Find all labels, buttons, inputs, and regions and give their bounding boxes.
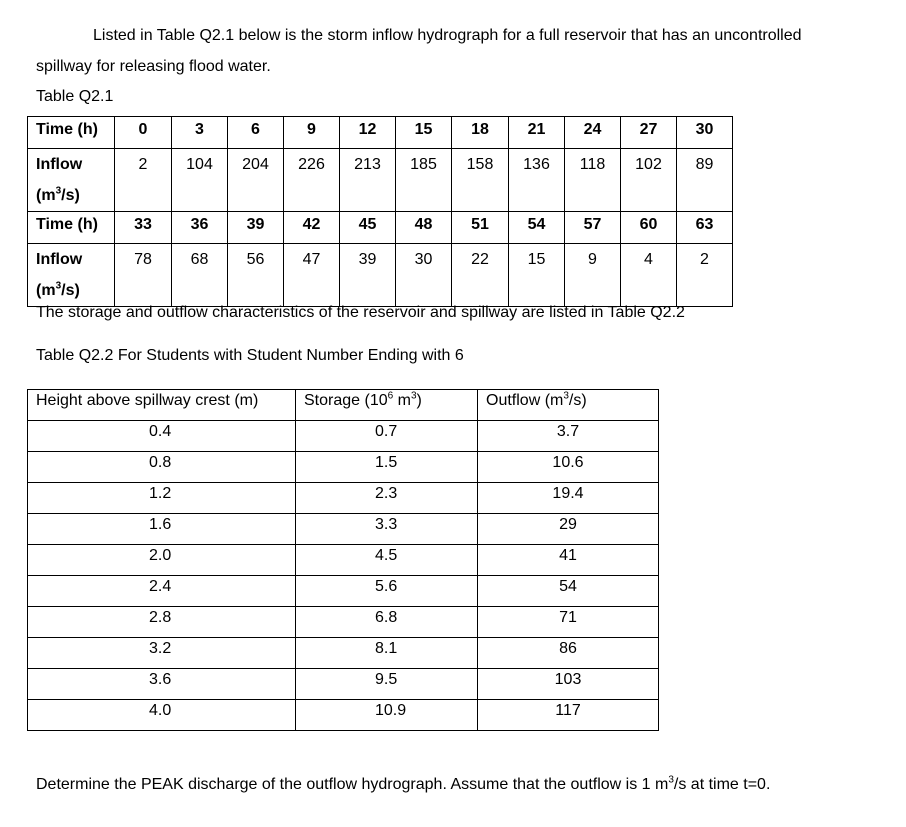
outflow-cell: 71: [478, 607, 659, 638]
time-cell: 3: [172, 117, 228, 149]
storage-cell: 4.5: [296, 545, 478, 576]
time-cell: 60: [621, 212, 677, 244]
inflow-cell: 204: [228, 149, 284, 212]
time-cell: 45: [340, 212, 396, 244]
inflow-cell: 15: [509, 244, 565, 307]
time-cell: 9: [284, 117, 340, 149]
intro-line-2: spillway for releasing flood water.: [36, 58, 271, 75]
time-label: Time (h): [28, 117, 115, 149]
time-cell: 54: [509, 212, 565, 244]
time-cell: 36: [172, 212, 228, 244]
table1-caption: Table Q2.1: [36, 88, 114, 105]
height-cell: 0.8: [28, 452, 296, 483]
table-row: [28, 700, 659, 731]
inflow-cell: 30: [396, 244, 452, 307]
outflow-cell: 86: [478, 638, 659, 669]
height-cell: 2.0: [28, 545, 296, 576]
inflow-cell: 2: [677, 244, 733, 307]
table-row: [28, 669, 659, 700]
inflow-unit-prefix: (m: [36, 282, 56, 299]
inflow-unit-sup: 3: [55, 185, 62, 197]
inflow-unit: [36, 180, 114, 211]
time-cell: 6: [228, 117, 284, 149]
storage-cell: 2.3: [296, 483, 478, 514]
inflow-cell: 102: [621, 149, 677, 212]
storage-cell: 9.5: [296, 669, 478, 700]
time-cell: 15: [396, 117, 452, 149]
outflow-cell: 41: [478, 545, 659, 576]
outflow-cell: 103: [478, 669, 659, 700]
inflow-unit-prefix: (m: [36, 187, 56, 204]
height-cell: 1.2: [28, 483, 296, 514]
table-row: [28, 483, 659, 514]
table-row: [28, 452, 659, 483]
storage-intro-text: The storage and outflow characteristics of the reservoir and spillway are listed in Table Q2.2: [36, 304, 685, 321]
storage-cell: 10.9: [296, 700, 478, 731]
time-cell: 51: [452, 212, 509, 244]
inflow-label: [28, 149, 115, 212]
inflow-cell: 226: [284, 149, 340, 212]
inflow-cell: 118: [565, 149, 621, 212]
table-row: [28, 545, 659, 576]
inflow-cell: 2: [115, 149, 172, 212]
inflow-cell: 89: [677, 149, 733, 212]
storage-outflow-table: [27, 389, 659, 731]
outflow-cell: 29: [478, 514, 659, 545]
table-row: [28, 576, 659, 607]
inflow-label-text: Inflow: [36, 156, 83, 173]
outflow-cell: 54: [478, 576, 659, 607]
inflow-unit-suffix: /s): [61, 282, 80, 299]
storage-cell: 0.7: [296, 421, 478, 452]
height-cell: 4.0: [28, 700, 296, 731]
inflow-cell: 47: [284, 244, 340, 307]
height-cell: 3.6: [28, 669, 296, 700]
question-text: Determine the PEAK discharge of the outflow hydrograph. Assume that the outflow is 1 $m^3/s$ at time t=0.: [36, 774, 771, 793]
height-cell: 0.4: [28, 421, 296, 452]
height-cell: 3.2: [28, 638, 296, 669]
height-cell: 1.6: [28, 514, 296, 545]
time-cell: 21: [509, 117, 565, 149]
time-cell: 18: [452, 117, 509, 149]
inflow-cell: 78: [115, 244, 172, 307]
inflow-cell: 158: [452, 149, 509, 212]
table-row: [28, 638, 659, 669]
inflow-unit-sup: 3: [55, 280, 62, 292]
time-cell: 27: [621, 117, 677, 149]
storage-cell: 5.6: [296, 576, 478, 607]
inflow-cell: 22: [452, 244, 509, 307]
table-row: [28, 514, 659, 545]
time-cell: 33: [115, 212, 172, 244]
table2-caption: Table Q2.2 For Students with Student Number Ending with 6: [36, 347, 464, 364]
inflow-label: [28, 244, 115, 307]
table2-header-row: [28, 390, 659, 421]
inflow-label-text: Inflow: [36, 251, 83, 268]
time-cell: 42: [284, 212, 340, 244]
storage-cell: 8.1: [296, 638, 478, 669]
time-label: Time (h): [28, 212, 115, 244]
storage-cell: 3.3: [296, 514, 478, 545]
inflow-unit-suffix: /s): [61, 187, 80, 204]
inflow-cell: 68: [172, 244, 228, 307]
inflow-cell: 136: [509, 149, 565, 212]
intro-line-1: Listed in Table Q2.1 below is the storm inflow hydrograph for a full reservoir that has an uncontrolled: [93, 27, 802, 44]
table-row: [28, 607, 659, 638]
inflow-cell: 56: [228, 244, 284, 307]
inflow-cell: 39: [340, 244, 396, 307]
inflow-row: [28, 149, 733, 212]
table-row: [28, 421, 659, 452]
header-storage: Storage ($10^6$ $m^3$): [296, 390, 478, 421]
inflow-cell: 4: [621, 244, 677, 307]
height-cell: 2.4: [28, 576, 296, 607]
time-cell: 48: [396, 212, 452, 244]
storage-cell: 1.5: [296, 452, 478, 483]
inflow-row: [28, 244, 733, 307]
time-cell: 63: [677, 212, 733, 244]
inflow-cell: 9: [565, 244, 621, 307]
outflow-cell: 19.4: [478, 483, 659, 514]
inflow-cell: 213: [340, 149, 396, 212]
inflow-cell: 185: [396, 149, 452, 212]
time-cell: 24: [565, 117, 621, 149]
inflow-hydrograph-table: [27, 116, 733, 307]
time-cell: 0: [115, 117, 172, 149]
time-cell: 30: [677, 117, 733, 149]
time-cell: 57: [565, 212, 621, 244]
time-cell: 12: [340, 117, 396, 149]
time-row: [28, 117, 733, 149]
time-cell: 39: [228, 212, 284, 244]
inflow-cell: 104: [172, 149, 228, 212]
storage-cell: 6.8: [296, 607, 478, 638]
inflow-unit: [36, 275, 114, 306]
header-height: Height above spillway crest (m): [28, 390, 296, 421]
height-cell: 2.8: [28, 607, 296, 638]
header-outflow: Outflow $(m^3/s)$: [478, 390, 659, 421]
time-row: [28, 212, 733, 244]
outflow-cell: 10.6: [478, 452, 659, 483]
outflow-cell: 117: [478, 700, 659, 731]
outflow-cell: 3.7: [478, 421, 659, 452]
